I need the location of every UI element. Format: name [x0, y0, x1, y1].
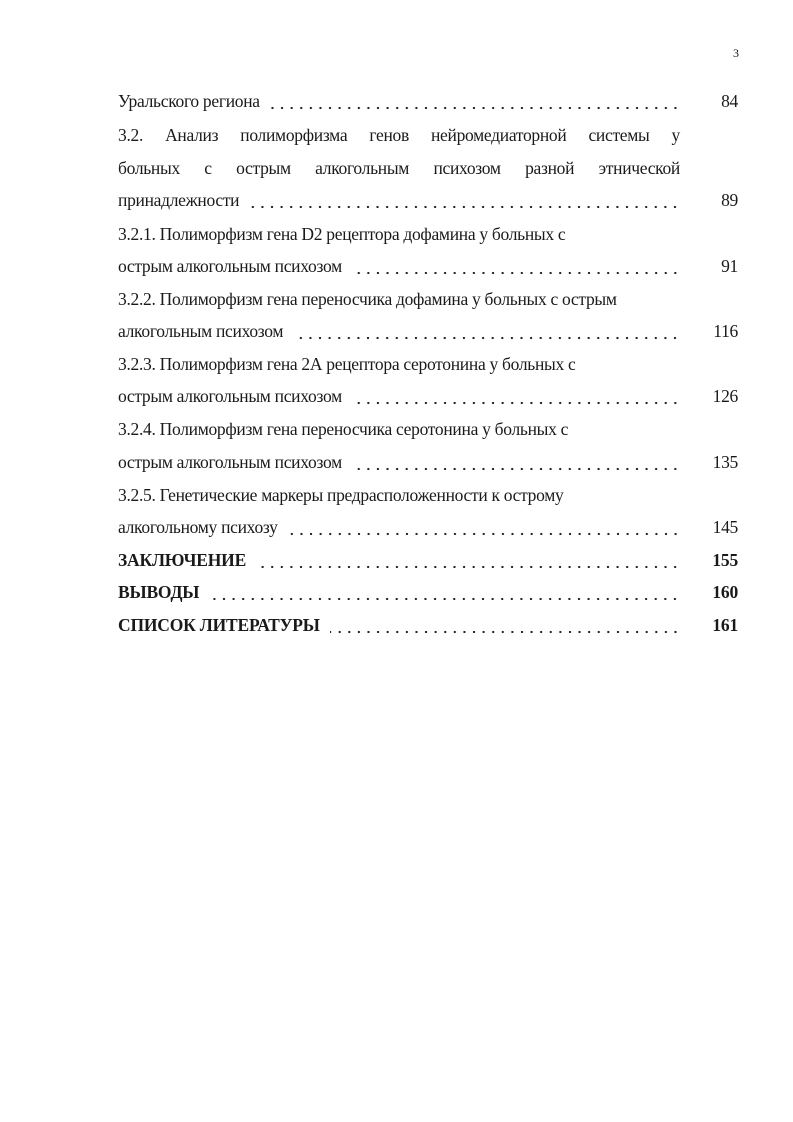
dot-leader	[256, 565, 680, 569]
dot-leader	[209, 597, 680, 601]
toc-entry	[118, 550, 738, 574]
toc-page-number: 145	[712, 517, 738, 537]
toc-entry-text: 3.2.5. Генетические маркеры предрасположенности к острому	[118, 485, 564, 505]
toc-page-number: 89	[721, 190, 738, 210]
toc-entry	[118, 158, 738, 182]
toc-entry-text: Уральского региона	[118, 91, 260, 111]
toc-entry-text: острым алкогольным психозом	[118, 256, 342, 276]
toc-entry-text: ЗАКЛЮЧЕНИЕ	[118, 550, 247, 570]
dot-leader	[270, 106, 680, 110]
toc-entry	[118, 224, 738, 248]
toc-entry	[118, 321, 738, 345]
toc-entry-text: острым алкогольным психозом	[118, 452, 342, 472]
toc-page-number: 84	[721, 91, 738, 111]
dot-leader	[249, 205, 680, 209]
dot-leader	[293, 336, 680, 340]
toc-entry	[118, 419, 738, 443]
toc-page-number: 126	[712, 386, 738, 406]
dot-leader	[288, 532, 680, 536]
toc-entry	[118, 485, 738, 509]
dot-leader	[330, 630, 680, 634]
toc-entry-text: принадлежности	[118, 190, 240, 210]
toc-entry-text: 3.2.1. Полиморфизм гена D2 рецептора дофамина у больных с	[118, 224, 566, 244]
toc-entry	[118, 582, 738, 606]
toc-entry-text: СПИСОК ЛИТЕРАТУРЫ	[118, 615, 320, 635]
dot-leader	[352, 401, 680, 405]
toc-page-number: 155	[712, 550, 738, 570]
toc-entry	[118, 452, 738, 476]
toc-entry-text: 3.2.4. Полиморфизм гена переносчика серотонина у больных с	[118, 419, 569, 439]
toc-entry	[118, 517, 738, 541]
toc-entry	[118, 256, 738, 280]
toc-entry-text: острым алкогольным психозом	[118, 386, 342, 406]
toc-entry	[118, 190, 738, 214]
dot-leader	[352, 467, 680, 471]
toc-entry-text: больных с острым алкогольным психозом разной этнической	[118, 158, 680, 178]
toc-page-number: 135	[712, 452, 738, 472]
toc-page-number: 116	[713, 321, 738, 341]
toc-entry-text: ВЫВОДЫ	[118, 582, 200, 602]
toc-page-number: 91	[721, 256, 738, 276]
toc-entry-text: 3.2. Анализ полиморфизма генов нейромедиаторной системы у	[118, 125, 680, 145]
toc-entry	[118, 386, 738, 410]
toc-entry	[118, 354, 738, 378]
toc-entry-text: алкогольному психозу	[118, 517, 278, 537]
toc-page-number: 161	[712, 615, 738, 635]
page-number: 3	[733, 46, 739, 60]
toc-entry	[118, 125, 738, 149]
dot-leader	[352, 271, 680, 275]
toc-entry	[118, 615, 738, 639]
toc-entry-text: 3.2.3. Полиморфизм гена 2А рецептора серотонина у больных с	[118, 354, 576, 374]
toc-entry-text: алкогольным психозом	[118, 321, 284, 341]
toc-entry-text: 3.2.2. Полиморфизм гена переносчика дофамина у больных с острым	[118, 289, 617, 309]
toc-entry	[118, 91, 738, 115]
toc-entry	[118, 289, 738, 313]
toc-page-number: 160	[712, 582, 738, 602]
